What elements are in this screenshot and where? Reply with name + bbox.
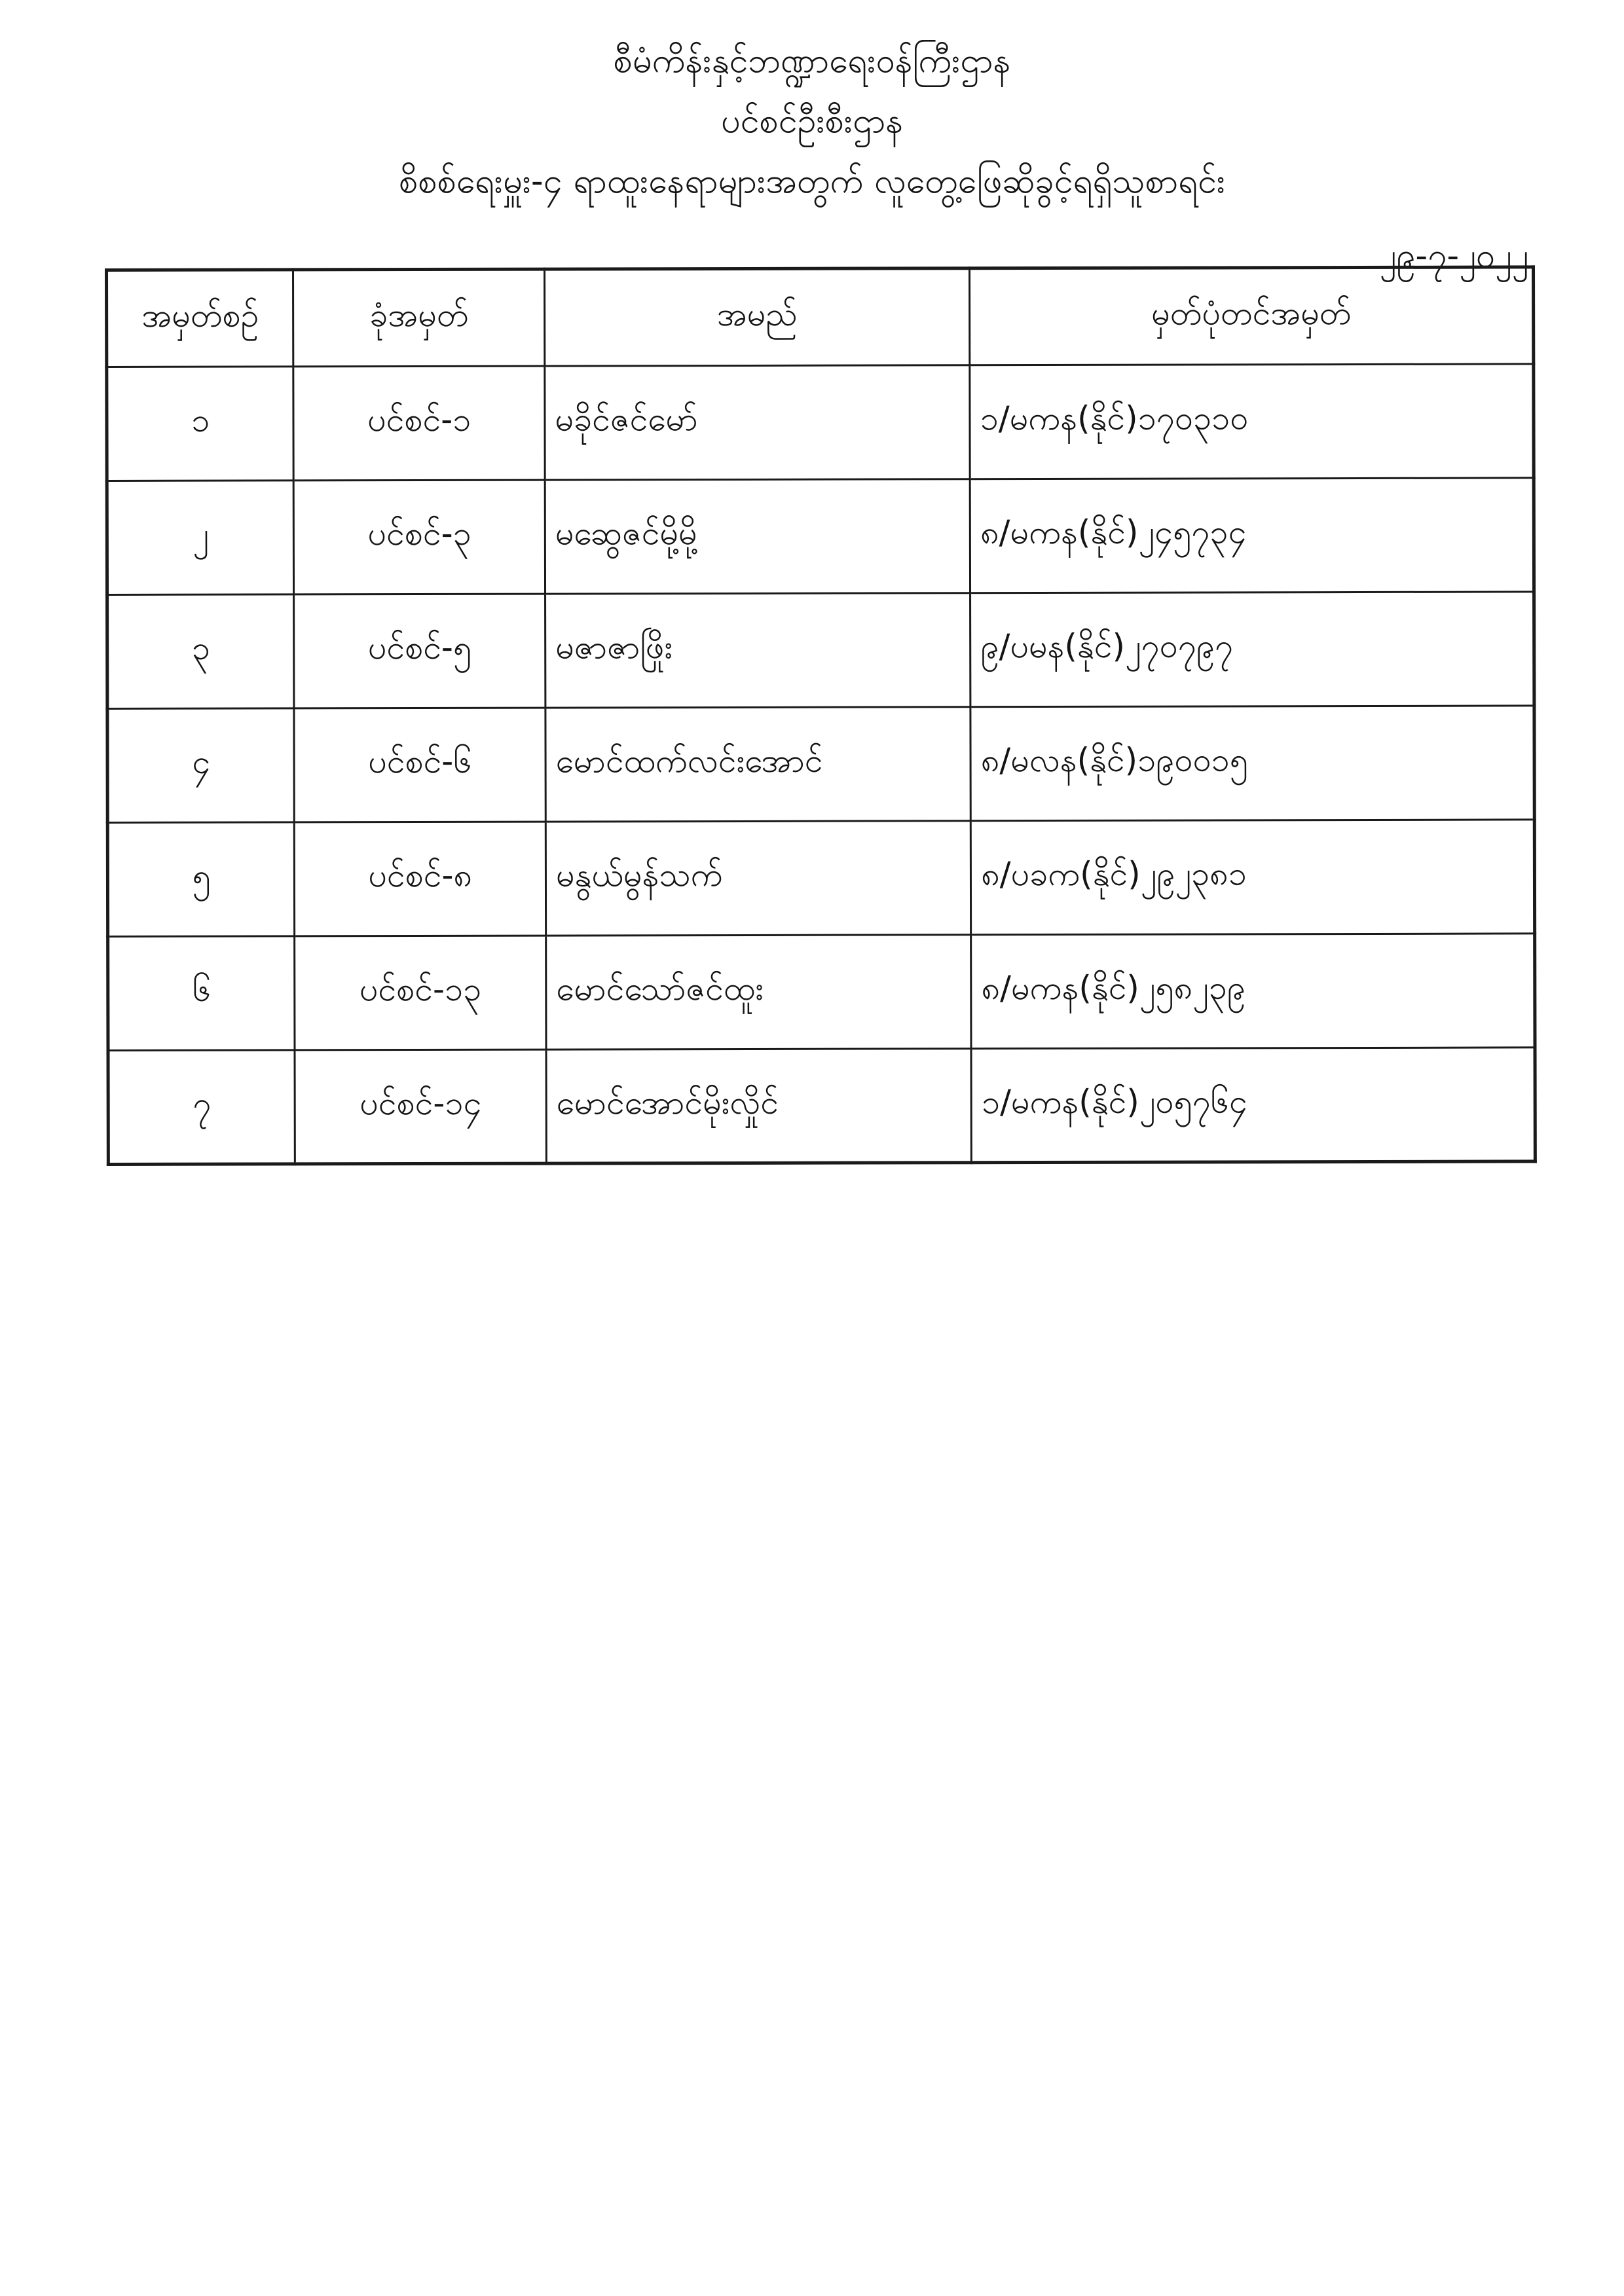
table-row — [108, 934, 1535, 1051]
column-header-name: အမည် — [544, 268, 970, 366]
serial-cell: ၅ — [107, 822, 295, 937]
name-cell: မခိုင်ဇင်မော် — [545, 365, 970, 480]
roll-number-cell: ပင်စင်-၈ — [295, 822, 546, 936]
table-body — [107, 364, 1536, 1165]
column-header-serial: အမှတ်စဉ် — [107, 270, 294, 367]
table-row — [108, 1048, 1535, 1165]
serial-cell: ၆ — [108, 936, 295, 1051]
document-date: ၂၉-၇-၂၀၂၂ — [1379, 236, 1528, 276]
nrc-cell: ၈/မကန(နိုင်)၂၄၅၇၃၄ — [970, 478, 1534, 593]
name-cell: မဆွေဇင်မို့မို့ — [545, 479, 970, 594]
serial-cell: ၂ — [107, 481, 294, 595]
table-row — [107, 706, 1534, 823]
name-cell: မောင်အောင်မိုးလှိုင် — [546, 1049, 972, 1163]
roll-number-cell: ပင်စင်-၃ — [294, 480, 545, 594]
roll-number-cell: ပင်စင်-၅ — [294, 594, 545, 708]
table-row — [107, 820, 1534, 937]
nrc-cell: ၁/မကန(နိုင်)၂၀၅၇၆၄ — [971, 1048, 1535, 1163]
name-cell: မောင်ထက်လင်းအောင် — [545, 707, 971, 822]
nrc-cell: ၈/မကန(နိုင်)၂၅၈၂၃၉ — [971, 934, 1535, 1049]
list-title: စိစစ်ရေးမှူး-၄ ရာထူးနေရာများအတွက် လူတွေ့ဖြေဆိုခွင့်ရရှိသူစာရင်း — [398, 162, 1226, 201]
serial-cell: ၃ — [107, 594, 295, 709]
department-title: ပင်စင်ဦးစီးဌာန — [720, 101, 904, 141]
nrc-cell: ၉/ပမန(နိုင်)၂၇၀၇၉၇ — [970, 592, 1534, 707]
nrc-cell: ၁/မကန(နိုင်)၁၇၀၃၁၀ — [970, 364, 1534, 479]
serial-cell: ၁ — [107, 367, 294, 481]
roll-number-cell: ပင်စင်-၁၃ — [295, 936, 546, 1050]
table-row — [107, 364, 1534, 481]
table-header — [107, 267, 1534, 367]
roll-number-cell: ပင်စင်-၁ — [293, 366, 545, 481]
nrc-cell: ၈/မလန(နိုင်)၁၉၀၀၁၅ — [970, 706, 1534, 821]
table-row — [107, 478, 1534, 595]
roll-number-cell: ပင်စင်-၆ — [294, 708, 545, 822]
name-cell: မဇာဇာဖြိုး — [545, 593, 971, 708]
ministry-title: စီမံကိန်းနှင့်ဘဏ္ဍာရေးဝန်ကြီးဌာန — [613, 41, 1011, 81]
name-cell: မနွယ်မွန်သက် — [545, 821, 971, 936]
name-cell: မောင်သော်ဇင်ထူး — [546, 935, 972, 1049]
column-header-nrc: မှတ်ပုံတင်အမှတ် — [970, 267, 1534, 365]
table-row — [107, 592, 1534, 709]
roll-number-cell: ပင်စင်-၁၄ — [295, 1049, 546, 1164]
column-header-roll-number: ခုံအမှတ် — [293, 269, 545, 367]
candidate-table — [105, 265, 1537, 1166]
header-row — [107, 267, 1534, 367]
serial-cell: ၇ — [108, 1050, 295, 1165]
serial-cell: ၄ — [107, 708, 295, 823]
nrc-cell: ၈/ပခက(နိုင်)၂၉၂၃၈၁ — [971, 820, 1535, 935]
